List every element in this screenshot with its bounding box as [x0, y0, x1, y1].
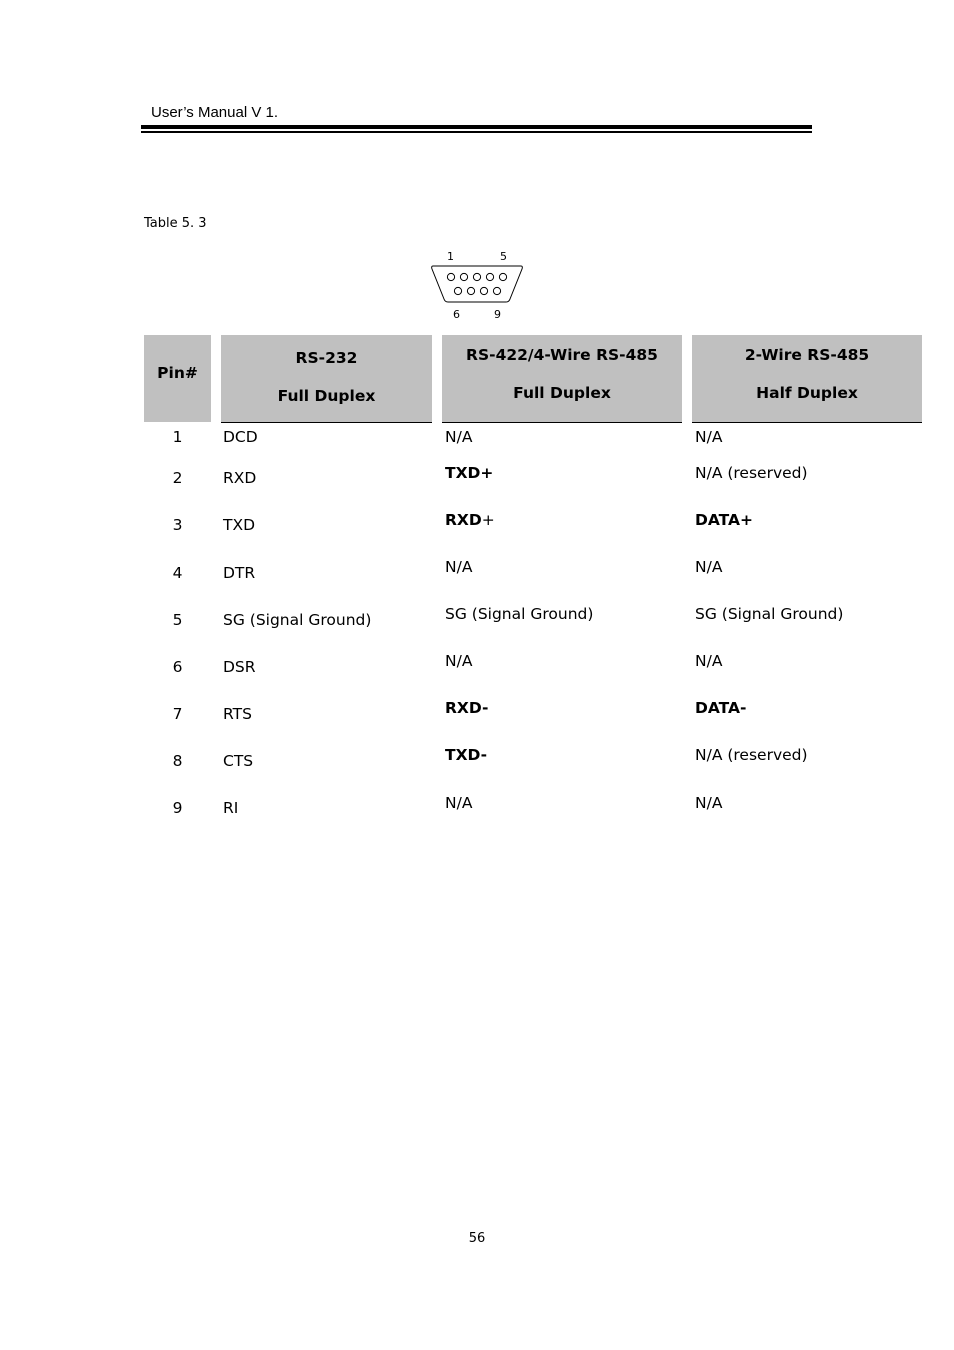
wire2-signal: N/A (reserved): [695, 746, 808, 764]
rs232-signal: SG (Signal Ground): [223, 611, 372, 629]
header-rs422: [442, 335, 682, 422]
rs422-signal: N/A: [445, 558, 473, 576]
rs232-signal: DCD: [223, 428, 258, 446]
header-rs422-line1: RS-422/4-Wire RS-485: [466, 346, 658, 364]
wire2-signal: N/A: [695, 428, 723, 446]
running-header: User’s Manual V 1.: [151, 104, 279, 121]
db9-connector-icon: [424, 246, 530, 324]
rs422-signal: SG (Signal Ground): [445, 605, 594, 623]
header-pin-label: Pin#: [157, 364, 198, 382]
page-number: 56: [468, 1231, 486, 1246]
pin-number: 5: [172, 611, 183, 629]
wire2-signal: N/A: [695, 652, 723, 670]
pin-number: 2: [172, 469, 183, 487]
wire2-signal: N/A: [695, 558, 723, 576]
rs232-signal: RTS: [223, 705, 252, 723]
header-2wire-line1: 2-Wire RS-485: [744, 346, 870, 364]
connector-label-9: 9: [494, 308, 501, 321]
wire2-signal: DATA-: [695, 699, 747, 717]
header-rs232-line2: Full Duplex: [277, 387, 376, 405]
rs232-signal: TXD: [223, 516, 256, 534]
pin-number: 9: [172, 799, 183, 817]
pin-number: 6: [172, 658, 183, 676]
rs232-signal: RI: [223, 799, 239, 817]
wire2-signal: SG (Signal Ground): [695, 605, 844, 623]
wire2-signal: N/A: [695, 794, 723, 812]
rs422-signal: N/A: [445, 794, 473, 812]
rs232-signal: CTS: [223, 752, 254, 770]
pin-number: 3: [172, 516, 183, 534]
header-2wire-line2: Half Duplex: [756, 384, 858, 402]
pin-number: 8: [172, 752, 183, 770]
header-pin: [144, 335, 211, 422]
rs422-signal-suffix: +: [481, 511, 495, 529]
pin-number: 4: [172, 564, 183, 582]
header-underline: [221, 422, 432, 423]
header-rs232: [221, 335, 432, 422]
header-rs422-line2: Full Duplex: [513, 384, 611, 402]
pin-number: 7: [172, 705, 183, 723]
connector-label-6: 6: [453, 308, 460, 321]
table-caption: Table 5. 3: [144, 216, 207, 231]
wire2-signal: N/A (reserved): [695, 464, 808, 482]
wire2-signal: DATA+: [695, 511, 754, 529]
rs422-signal: N/A: [445, 652, 473, 670]
rs422-signal: [445, 511, 495, 529]
header-underline: [692, 422, 922, 423]
rs422-signal: RXD-: [445, 699, 489, 717]
rs232-signal: DSR: [223, 658, 256, 676]
header-2wire: [692, 335, 922, 422]
rs232-signal: RXD: [223, 469, 257, 487]
rs232-signal: DTR: [223, 564, 256, 582]
rs422-signal-bold: RXD: [445, 511, 482, 529]
pin-number: 1: [172, 428, 183, 446]
connector-label-1: 1: [447, 250, 454, 263]
header-underline: [442, 422, 682, 423]
header-rule-thick: [141, 125, 812, 129]
header-rule-thin: [141, 131, 812, 133]
rs422-signal: N/A: [445, 428, 473, 446]
header-rs232-line1: RS-232: [295, 349, 358, 367]
rs422-signal: TXD-: [445, 746, 488, 764]
connector-label-5: 5: [500, 250, 507, 263]
rs422-signal: TXD+: [445, 464, 494, 482]
